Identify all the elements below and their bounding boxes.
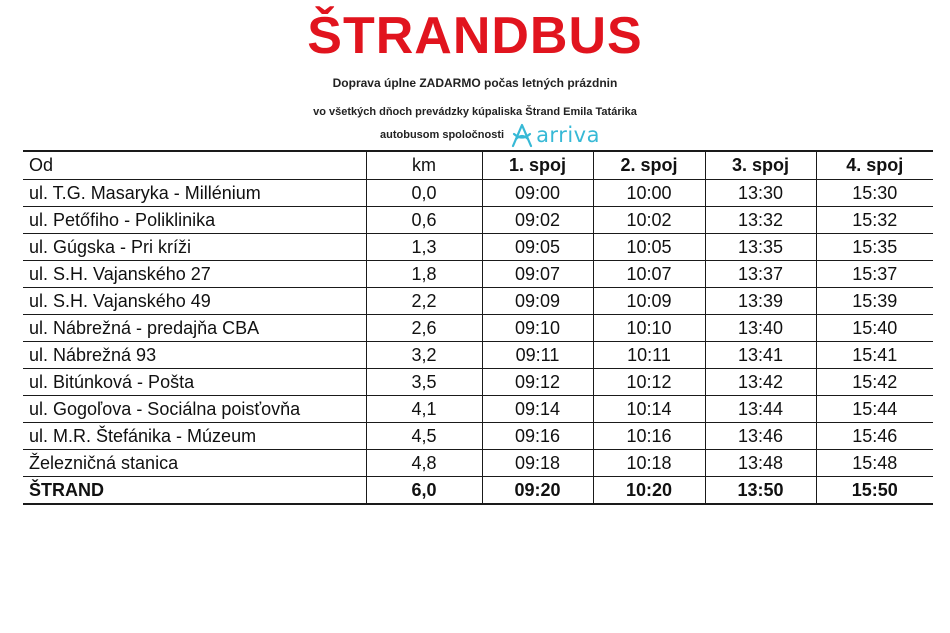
table-row [23,423,933,450]
arriva-mark-icon [510,122,534,148]
trip-2-time: 10:10 [593,315,705,342]
trip-1-time: 09:14 [482,396,593,423]
stop-name: ul. T.G. Masaryka - Millénium [23,180,366,207]
table-row [23,342,933,369]
table-row [23,369,933,396]
table-row [23,234,933,261]
trip-2-time: 10:18 [593,450,705,477]
stop-name: ul. S.H. Vajanského 27 [23,261,366,288]
stop-name: ul. Gogoľova - Sociálna poisťovňa [23,396,366,423]
distance-km: 1,8 [366,261,482,288]
header-from: Od [23,151,366,180]
distance-km: 2,6 [366,315,482,342]
table-row [23,396,933,423]
trip-2-time: 10:20 [593,477,705,505]
trip-1-time: 09:12 [482,369,593,396]
trip-3-time: 13:37 [705,261,816,288]
trip-2-time: 10:12 [593,369,705,396]
trip-4-time: 15:50 [816,477,933,505]
arriva-logo [510,122,600,148]
header-row [23,151,933,180]
trip-2-time: 10:16 [593,423,705,450]
page-title: ŠTRANDBUS [307,7,643,65]
trip-3-time: 13:46 [705,423,816,450]
trip-2-time: 10:02 [593,207,705,234]
table-row [23,261,933,288]
trip-3-time: 13:40 [705,315,816,342]
table-row [23,450,933,477]
trip-3-time: 13:32 [705,207,816,234]
header-trip-3: 3. spoj [705,151,816,180]
trip-3-time: 13:39 [705,288,816,315]
table-row [23,207,933,234]
arriva-wordmark: arriva [536,123,600,147]
trip-1-time: 09:07 [482,261,593,288]
table-row [23,180,933,207]
header-trip-1: 1. spoj [482,151,593,180]
trip-2-time: 10:11 [593,342,705,369]
trip-4-time: 15:39 [816,288,933,315]
trip-1-time: 09:02 [482,207,593,234]
trip-1-time: 09:05 [482,234,593,261]
timetable-body [23,180,933,505]
stop-name: ŠTRAND [23,477,366,505]
trip-3-time: 13:50 [705,477,816,505]
trip-3-time: 13:30 [705,180,816,207]
trip-1-time: 09:09 [482,288,593,315]
stop-name: ul. Petőfiho - Poliklinika [23,207,366,234]
trip-2-time: 10:05 [593,234,705,261]
stop-name: ul. M.R. Štefánika - Múzeum [23,423,366,450]
trip-4-time: 15:46 [816,423,933,450]
stop-name: ul. S.H. Vajanského 49 [23,288,366,315]
distance-km: 4,5 [366,423,482,450]
distance-km: 3,2 [366,342,482,369]
header-trip-2: 2. spoj [593,151,705,180]
table-row [23,477,933,505]
trip-3-time: 13:41 [705,342,816,369]
trip-2-time: 10:00 [593,180,705,207]
stop-name: ul. Bitúnková - Pošta [23,369,366,396]
bus-timetable [23,150,933,505]
trip-4-time: 15:44 [816,396,933,423]
stop-name: ul. Gúgska - Pri kríži [23,234,366,261]
trip-1-time: 09:00 [482,180,593,207]
distance-km: 2,2 [366,288,482,315]
trip-3-time: 13:44 [705,396,816,423]
distance-km: 1,3 [366,234,482,261]
trip-4-time: 15:40 [816,315,933,342]
stop-name: ul. Nábrežná 93 [23,342,366,369]
trip-3-time: 13:42 [705,369,816,396]
stop-name: ul. Nábrežná - predajňa CBA [23,315,366,342]
trip-1-time: 09:11 [482,342,593,369]
distance-km: 4,1 [366,396,482,423]
distance-km: 0,0 [366,180,482,207]
operator-line [380,122,600,148]
distance-km: 6,0 [366,477,482,505]
table-row [23,315,933,342]
trip-3-time: 13:35 [705,234,816,261]
trip-2-time: 10:14 [593,396,705,423]
trip-2-time: 10:09 [593,288,705,315]
trip-3-time: 13:48 [705,450,816,477]
distance-km: 3,5 [366,369,482,396]
operator-text: autobusom spoločnosti [380,129,505,141]
trip-4-time: 15:48 [816,450,933,477]
distance-km: 4,8 [366,450,482,477]
subtitle-free-transport: Doprava úplne ZADARMO počas letných prázdnin [332,76,618,90]
stop-name: Železničná stanica [23,450,366,477]
trip-4-time: 15:42 [816,369,933,396]
trip-4-time: 15:32 [816,207,933,234]
trip-4-time: 15:37 [816,261,933,288]
trip-1-time: 09:16 [482,423,593,450]
subtitle-operating-days: vo všetkých dňoch prevádzky kúpaliska Štrand Emila Tatárika [313,106,637,118]
trip-1-time: 09:20 [482,477,593,505]
trip-4-time: 15:35 [816,234,933,261]
trip-1-time: 09:10 [482,315,593,342]
trip-2-time: 10:07 [593,261,705,288]
trip-4-time: 15:30 [816,180,933,207]
distance-km: 0,6 [366,207,482,234]
header-km: km [366,151,482,180]
trip-4-time: 15:41 [816,342,933,369]
header-trip-4: 4. spoj [816,151,933,180]
table-row [23,288,933,315]
trip-1-time: 09:18 [482,450,593,477]
